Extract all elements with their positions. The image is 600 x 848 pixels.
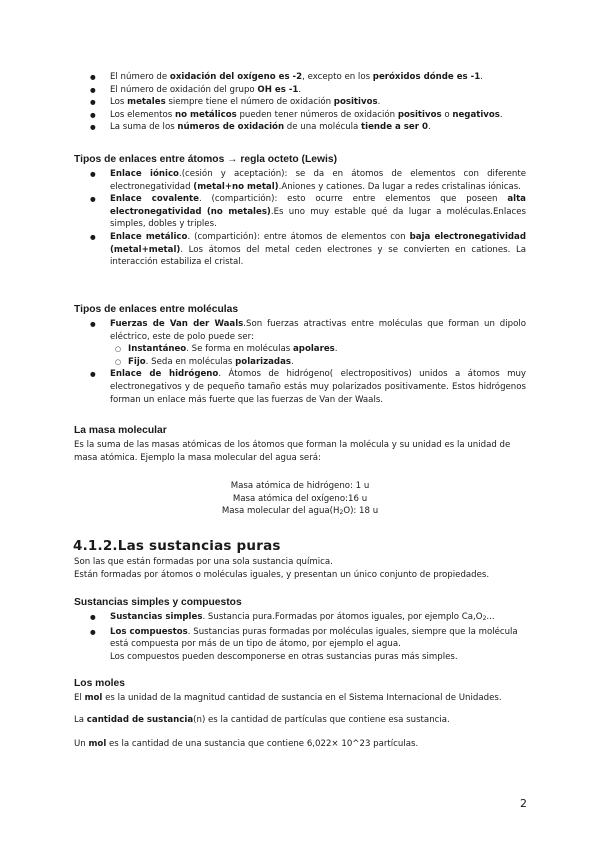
section-heading-molecular-mass: La masa molecular [74,425,167,436]
section-heading-molecule-bonds: Tipos de enlaces entre moléculas [74,304,239,315]
pure-substances-paragraph [74,556,526,581]
list-item: ● Los metales siempre tiene el número de oxidación positivos. [90,96,526,109]
list-item: ○ Fijo. Seda en moléculas polarizadas. [110,356,526,369]
text-line: Están formadas por átomos o moléculas iguales, y presentan un único conjunto de propiedades. [74,569,490,580]
mass-line: Masa atómica de hidrógeno: 1 u [230,481,370,491]
page-number: 2 [520,797,527,810]
atom-bonds-list [90,168,526,269]
list-item: ○ Instantáneo. Se forma en moléculas apolares. [110,343,526,356]
list-item: ● Enlace de hidrógeno. Átomos de hidrógeno( electropositivos) unidos a átomos muy electronegativos y de pequeño tamaño estás muy polarizados positivamente. Estos hidrógenos forman un enlace más fuerte que las fuerzas de Van der Waals. [90,368,526,406]
molecule-bonds-list [90,318,526,406]
list-item: ● Enlace metálico. (compartición): entre átomos de elementos con baja electronegatividad (metal+metal). Los átomos del metal ceden electrones y se convierten en cationes. La interacción estabiliza el cristal. [90,231,526,269]
text-line: Son las que están formadas por una sola sustancia química. [74,557,333,567]
list-item: ● Fuerzas de Van der Waals.Son fuerzas atractivas entre moléculas que forman un dipolo eléctrico, este de polo puede ser: ○ Instantáneo. Se forma en moléculas apolares. ○ Fijo. Seda en moléculas polarizadas. [90,318,526,368]
simple-compound-list [90,611,526,663]
list-item: ● Los elementos no metálicos pueden tener números de oxidación positivos o negativos. [90,109,526,122]
section-heading-atom-bonds: Tipos de enlaces entre átomos → regla octeto (Lewis) [74,154,338,165]
molecular-mass-paragraph: Es la suma de las masas atómicas de los átomos que forman la molécula y su unidad es la unidad de masa atómica. Ejemplo la masa molecular del agua será: [74,440,511,463]
moles-paragraph-1: El mol es la unidad de la magnitud cantidad de sustancia en el Sistema Internacional de Unidades. [74,693,502,703]
moles-paragraph-3: Un mol es la cantidad de una sustancia que contiene 6,022× 10^23 partículas. [74,739,419,749]
chapter-heading-pure-substances: 4.1.2.Las sustancias puras [73,538,281,554]
oxidation-rules-list [90,71,526,134]
molecular-mass-example [74,480,526,520]
list-item: ● El número de oxidación del oxígeno es -2, excepto en los peróxidos dónde es -1. [90,71,526,84]
list-item: ● Los compuestos. Sustancias puras formadas por moléculas iguales, siempre que la molécula está compuesta por más de un tipo de átomo, por ejemplo el agua. Los compuestos pueden descomponerse en otras sustancias puras más simples. [90,626,526,664]
list-item: ● Enlace covalente. (compartición): esto ocurre entre elementos que poseen alta electronegatividad (no metales).Es uno muy estable qué da lugar a moléculas.Enlaces simples, dobles y triples. [90,193,526,231]
moles-paragraph-2: La cantidad de sustancia(n) es la cantidad de partículas que contiene esa sustancia. [74,715,450,725]
dipole-types-list [110,343,526,368]
list-item: ● La suma de los números de oxidación de una molécula tiende a ser 0. [90,121,526,134]
list-item: ● El número de oxidación del grupo OH es -1. [90,84,526,97]
section-heading-simple-compound: Sustancias simples y compuestos [74,597,242,608]
list-item: ● Sustancias simples. Sustancia pura.Formadas por átomos iguales, por ejemplo $Ca,O_2$... [90,611,526,626]
mass-line: Masa molecular del $agua(H_2O)$: 18 u [221,506,379,517]
list-item: ● Enlace iónico.(cesión y aceptación): se da en átomos de elementos con diferente electronegatividad (metal+no metal).Aniones y cationes. Da lugar a redes cristalinas iónicas. [90,168,526,193]
mass-line: Masa atómica del oxígeno:16 u [232,493,368,504]
section-heading-moles: Los moles [74,678,125,689]
